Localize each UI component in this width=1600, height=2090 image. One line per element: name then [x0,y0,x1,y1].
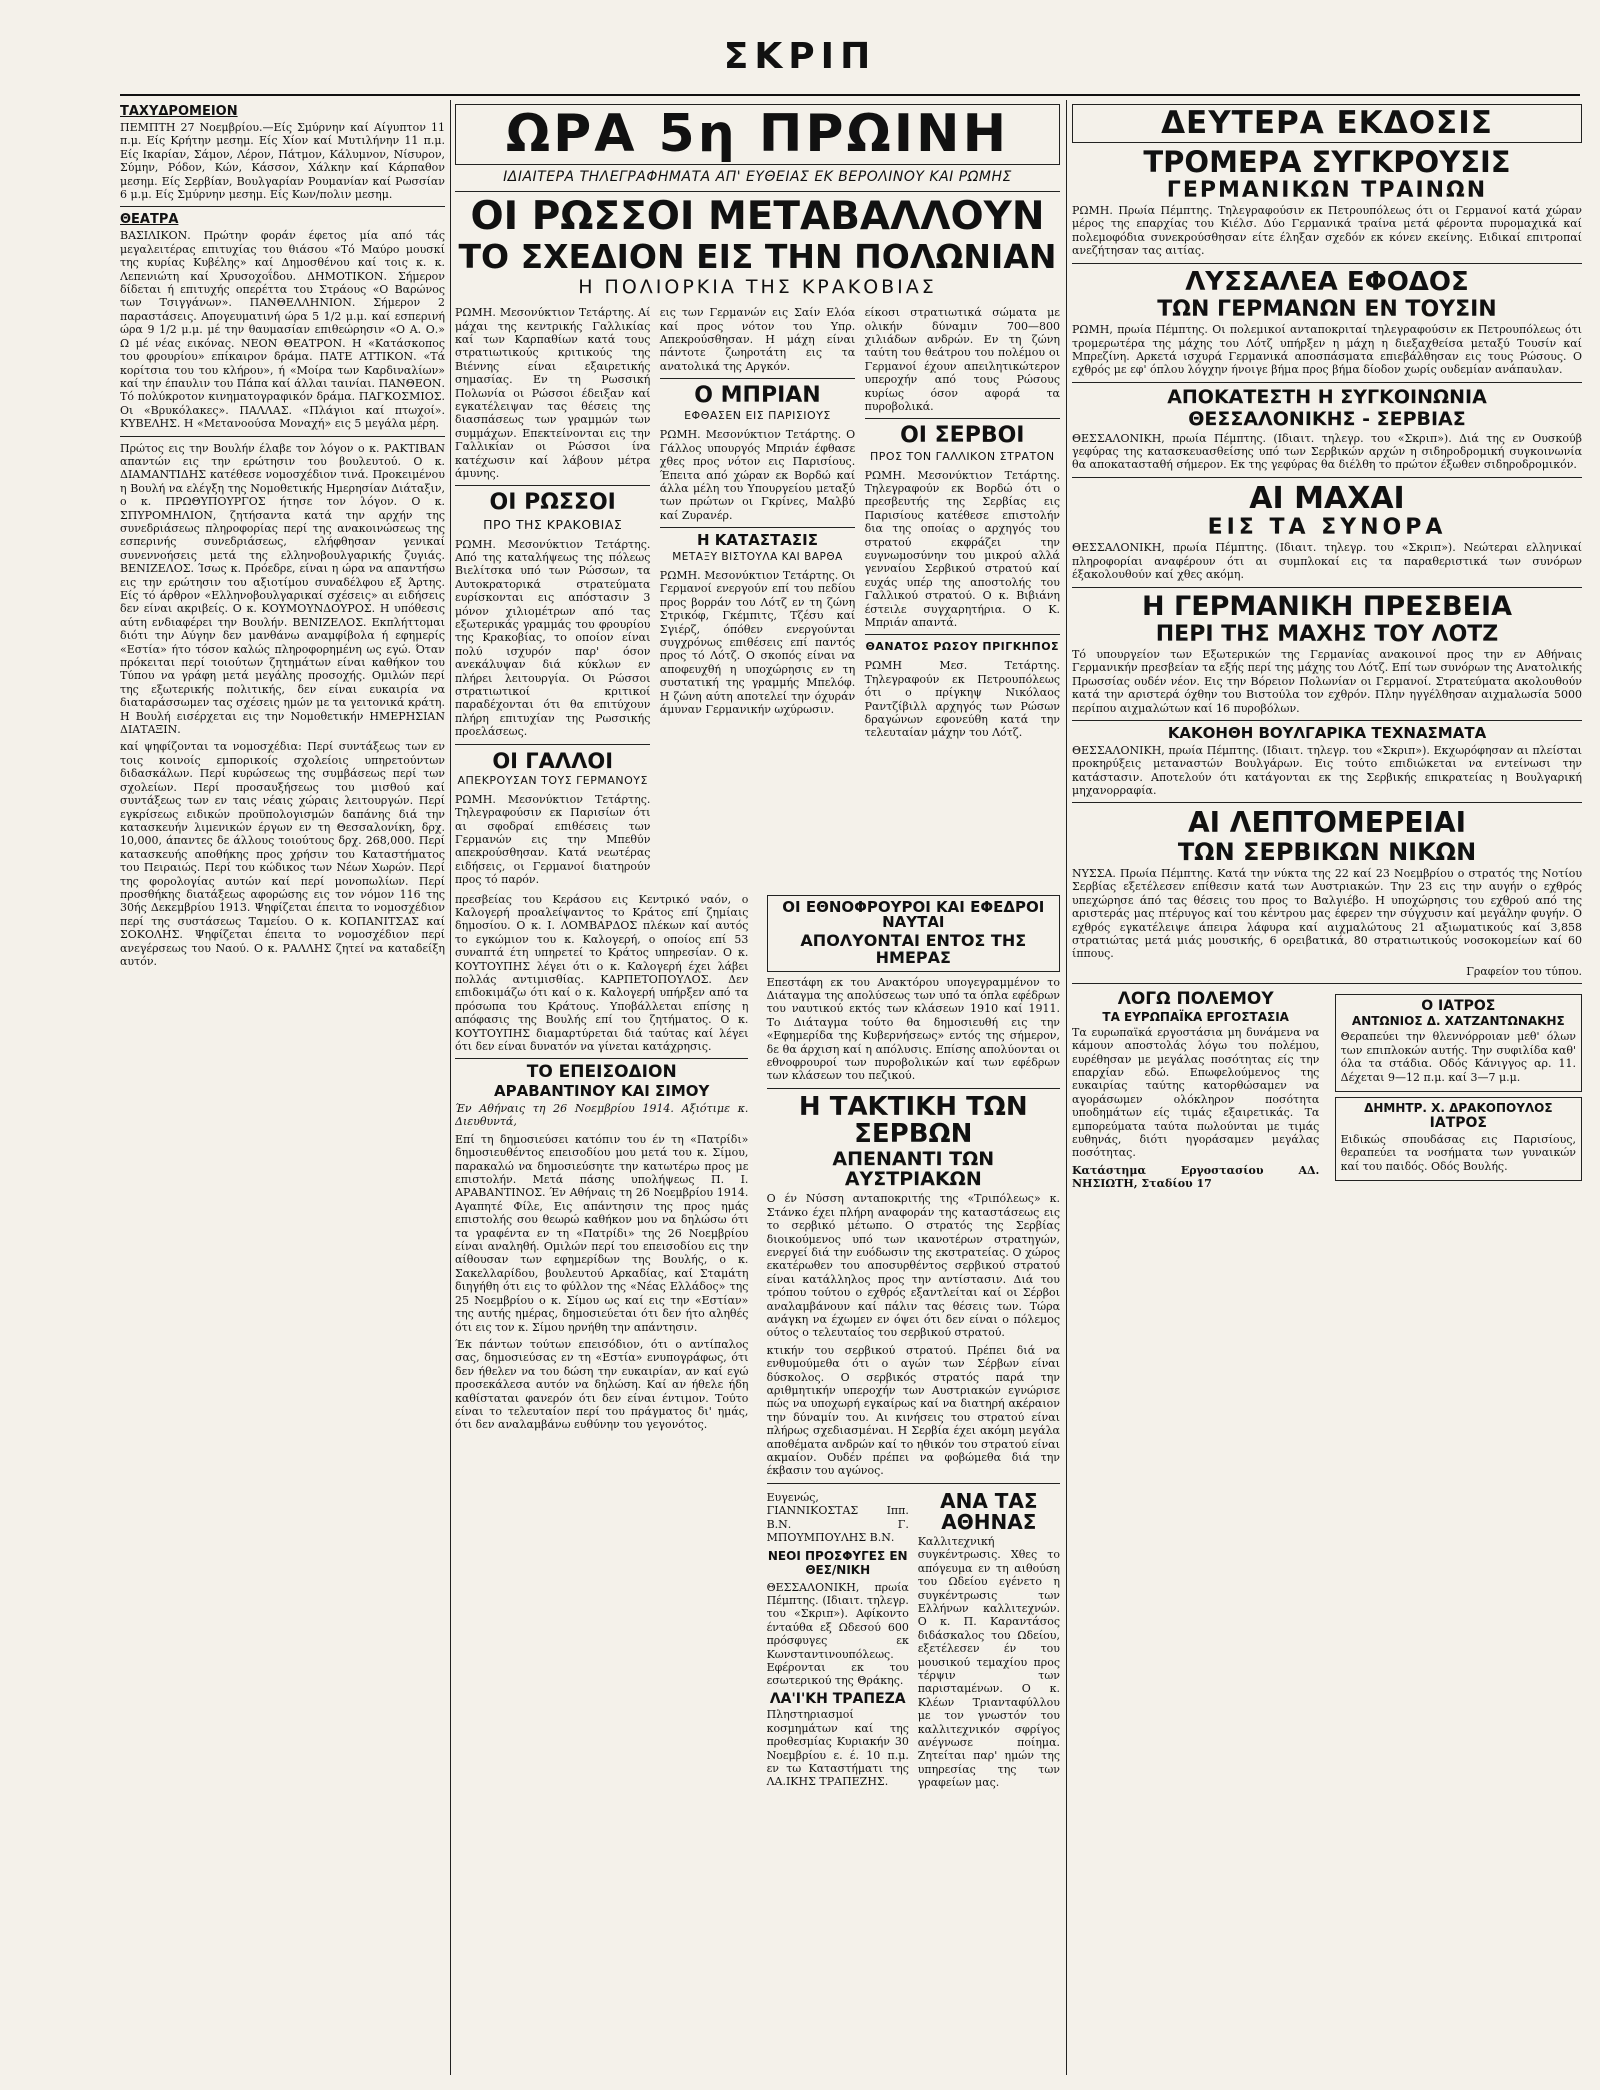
episode-letter-text: Επί τη δημοσιεύσει κατόπιν του έν τη «Πατρίδι» δημοσιευθέντος επεισοδίου μου μετά του κ. Σίμου, παρακαλώ να δημοσιεύσητε την κατωτέρω προς με επιστολήν. Μετά πάσης υπολήψεως Π. Ι. ΑΡΑΒΑΝΤΙΝΟΣ. Έν Αθήναις τη 26 Νοεμβρίου 1914. Αγαπητέ Φίλε, Εις απάντησιν της προς ημάς επιστολής σου θεωρώ καθήκον μου να δηλώσω ότι τα γραφέντα εν τη «Πατρίδι» της 26 Νοεμβρίου είναι αναληθή. Ομιλών περί του επεισοδίου εις την αίθουσαν των εφημερίδων της Βουλής, ο κ. Σακελλαρίδου, βουλευτού Αρκαδίας, καί Σταμάτη διηγήθη ότι εις το φύλλον της «Νέας Ελλάδος» της 25 Νοεμβρίου ο κ. Σίμου ως καί εις την «Εστίαν» της αυτής ημέρας, δημοσιεύεται ότι δεν ήτο αληθές ότι εις τον κ. Σίμου ηρνήθη την απάντησιν. [455,1132,749,1334]
headline-assault: ΛΥΣΣΑΛΕΑ ΕΦΟΔΟΣ [1185,266,1469,297]
headline-russians-change: ΟΙ ΡΩΣΣΟΙ ΜΕΤΑΒΑΛΛΟΥΝ [470,193,1045,239]
divider [767,1483,1060,1484]
divider [455,1058,748,1059]
clash-text: ΡΩΜΗ. Πρωία Πέμπτης. Τηλεγραφούσιν εκ Πετρουπόλεως ότι οι Γερμανοί κατά χώραν μέρος της επαρχίας του Κιέλσ. Δύο Γερμανικά τραίνα μετά φέροντα πυρομαχικά καί πολεμοφόδια συνεκρούσθησαν είτε έληξαν σχεδόν εκ κόνεν εκείνης. Ειδικαί επιτροπαί ανεζήτησαν τας αιτίας. [1072,204,1582,258]
headline-terrible-clash: ΤΡΟΜΕΡΑ ΣΥΓΚΡΟΥΣΙΣ [1143,144,1511,179]
column-right [1072,100,1582,1195]
daily-agenda-text: καί ψηφίζονται τα νομοσχέδια: Περί συντάξεως των εν τοις κοινοίς εμπορικοίς σχολείοις υπηρετούντων διδασκάλων. Περί κυρώσεως της συμβάσεως περί των σχολείων. Περί προσαυξήσεως του μισθού καί συντάξεως των εν ταις νέαις χώραις λειτουργών. Περί εγκρίσεως ειδικών προϋπολογισμών δαπάνης διά την κατασκευήν λιμενικών έργων εν τη Θεσσαλονίκη, δρχ. 10,000, άπαντες δε άλλους τοιούτους δρχ. 268,000. Περί κατασκευής αποθήκης προς χρήσιν του Καταστήματος του Πειραιώς. Περί του κώδικος των Νέων Χωρών. Περί της φορολογίας αυτών καί περί μονοπωλίων. Περί προσθήκης διατάξεως αφορώσης εις τον νόμον 116 της 30ής Δεκεμβρίου 1913. Ψηφίζεται έπειτα το νομοσχέδιον περί της συστάσεως Ταμείου. Ο κ. ΚΟΠΑΝΙΤΣΑΣ καί ΣΟΚΟΛΗΣ. Ψηφίζεται έπειτα το νομοσχέδιον περί ανεγέρσεως του Ναού. Ο κ. ΡΑΛΛΗΣ ζητεί να καταδείξη αυτόν. [120,740,445,968]
headline-assault-sub: ΤΩΝ ΓΕΡΜΑΝΩΝ ΕΝ ΤΟΥΣΙΝ [1157,297,1497,322]
story-row-2 [455,891,1060,1794]
headline-serbian-tactics: Η ΤΑΚΤΙΚΗ ΤΩΝ ΣΕΡΒΩΝ [798,1091,1028,1150]
bottom-ads-row [1072,989,1582,1194]
divider [455,191,1060,192]
top-rule [120,94,1580,96]
guards-text: Επεστάφη εκ του Ανακτόρου υπογεγραμμένον το Διάταγμα της απολύσεως των υπό τα όπλα εφέδρων του ναυτικού εκτός των κλάσεων 1910 καί 1911. Το Διάταγμα τούτο θα δημοσιευθή εις την «Εφημερίδα της Κυβερνήσεως» εντός της σήμερον, δε θα άρχιση καί η απόλυσις. Επίσης απολύονται οι εθνοφρουροί των πυροβολικών καί των εφέδρων των κλάσεων του πεζικού. [766,975,1060,1083]
masthead [0,36,1600,77]
headline-plan-poland: ΤΟ ΣΧΕΔΙΟΝ ΕΙΣ ΤΗΝ ΠΟΛΩΝΙΑΝ [458,236,1057,276]
story-row-2-left [455,891,748,1794]
headline-situation-sub: ΜΕΤΑΞΥ ΒΙΣΤΟΥΛΑ ΚΑΙ ΒΑΡΘΑ [672,550,843,563]
bottom-ads-right [1335,989,1582,1194]
headline-serbs-french: ΟΙ ΣΕΡΒΟΙ [900,423,1025,449]
headline-battles-sub: ΕΙΣ ΤΑ ΣΥΝΟΡΑ [1207,515,1447,541]
brian-text: ΡΩΜΗ. Μεσονύκτιον Τετάρτης. Ο Γάλλος υπουργός Μπριάν έφθασε χθες προς νότον εις Παρισίους. Έπειτα από χώραν εκ Βορδώ καί άλλα μέλη του Υπουργείου μεταξύ των πρώτων οι Γκρίνες, Μαλβύ καί Ζυρανέρ. [659,428,856,522]
headline-refugees: ΝΕΟΙ ΠΡΟΣΦΥΓΕΣ ΕΝ ΘΕΣ/ΝΙΚΗ [767,1548,908,1577]
headline-german-embassy-sub: ΠΕΡΙ ΤΗΣ ΜΑΧΗΣ ΤΟΥ ΛΟΤΖ [1155,621,1499,647]
story-row-2-right [767,891,1060,1794]
bottom-mini-row [767,1489,1060,1794]
doctor-ad-1 [1335,994,1582,1092]
divider [865,634,1060,635]
column-left [120,100,445,972]
doctor-2-name: ΔΗΜΗΤΡ. Χ. ΔΡΑΚΟΠΟΥΛΟΣ [1364,1100,1553,1115]
section-post-office: ΤΑΧΥΔΡΟΜΕΙΟΝ [120,104,238,119]
tactics-text-1: Ο έν Νύσση ανταποκριτής της «Τριπόλεως» κ. Στάνκο έχει πλήρη αναφοράν της καταστάσεως εις το σερβικό μέτωπο. Ο στρατός της Σερβίας διοικούμενος υπό των ικανοτέρων στρατηγών, ενεργεί διά την ευόδωσιν της εκστρατείας. Ο χώρος εκατέρωθεν του αποσυρθέντος σερβικού στρατού είναι κατάλληλος προς την αντίστασιν. Διά του τρόπου τούτου ο εχθρός εξαντλείται καί οι Σέρβοι αναλαμβάνουν καί πάλιν τας θέσεις των. Τώρα ανάγκη να έχωμεν εν όψει ότι δεν είναι ο πόλεμος ούτος ο τελευταίος του σερβικού στρατού. [766,1192,1060,1340]
story-col-b [660,304,855,890]
tricks-text: ΘΕΣΣΑΛΟΝΙΚΗ, πρωία Πέμπτης. (Ιδιαιτ. τηλεγρ. του «Σκριπ»). Εκχωρόφησαν αι πλείσται προκηρύξεις μεταναστών Βουλγάρων. Εις τούτο επιδιώκεται να εντείνωσι την κατάστασιν. Αποτελούν ότι κατάγονται εκ της Σερβικής επικρατείας η Βουλγαρική μηχανορραφία. [1072,743,1582,798]
divider [660,378,855,379]
headline-guards: ΟΙ ΕΘΝΟΦΡΟΥΡΟΙ ΚΑΙ ΕΦΕΔΡΟΙ ΝΑΥΤΑΙ [782,897,1045,932]
story-col-c [865,304,1060,890]
doctor-1-role: Ο ΙΑΤΡΟΣ [1421,998,1496,1015]
divider [120,206,445,207]
embassy-text: Τό υπουργείον των Εξωτερικών της Γερμανίας ανακοινοί προς την εν Αθήναις Γερμανικήν πρεσβείαν τα εξής περί της μάχης του Λότζ. Επί των συνόρων της Ανατολικής Πρωσσίας ουδέν νέον. Εις την Βόρειον Πολωνίαν οι Γερμανοί. Στρατεύματα ακολουθούν κατά την αριστερά όχθην του Βιστούλα τον εχθρόν. Πλην ηγγέλθησαν αιχμαλωσία 5000 περίπου αιχμαλώτων καί 16 πυροβόλων. [1072,648,1582,715]
headline-french: ΟΙ ΓΑΛΛΟΙ [492,748,614,773]
divider [660,527,855,528]
masthead-title: ΣΚΡΙΠ [723,36,877,77]
bottom-mini-right [918,1489,1060,1794]
refugees-text: ΘΕΣΣΑΛΟΝΙΚΗ, πρωία Πέμπτης. (Ιδιαιτ. τηλεγρ. του «Σκριπ»). Αφίκοντο ένταύθα εξ Ωδεσού 600 πρόσφυγες εκ Κωνσταντινουπόλεως. Εφέρονται εκ του εσωτερικού της Θράκης. [766,1580,909,1688]
headline-serbs-french-sub: ΠΡΟΣ ΤΟΝ ΓΑΛΛΙΚΟΝ ΣΤΡΑΤΟΝ [870,449,1055,463]
victories-press-office: Γραφείον του τύπου. [1466,964,1582,978]
divider [1072,477,1582,478]
second-edition-box [1072,104,1582,143]
headline-brian: Ο ΜΠΡΙΑΝ [694,383,821,409]
divider [1072,983,1582,984]
french-text: ΡΩΜΗ. Μεσονύκτιον Τετάρτης. Τηλεγραφούσιν εκ Παρισίων ότι αι σφοδραί επιθέσεις των Γερμανών εις την Μπεθύν απεκρούσθησαν. Κατά νεωτέρας ειδήσεις, οι Γερμανοί διατηρούν προς τό παρόν. [455,792,651,887]
around-athens-text: Καλλιτεχνική συγκέντρωσις. Χθες το απόγευμα εν τη αιθούση του Ωδείου εγένετο η συγκέντρωσις των Ελλήνων καλλιτεχνών. Ο κ. Π. Καραντάσος διδάσκαλος του Ωδείου, εξετέλεσεν έν του μουσικού τεμαχίου προς τέρψιν των παρισταμένων. Ο κ. Κλέων Τριανταφύλλου με τον γνωστόν του καλλιτεχνικόν σφρίγος ανέγνωσε ποίημα. Ζητείται παρ' ημών της υπηρεσίας της των γραφείων μας. [917,1534,1060,1790]
bottom-ads-left [1072,989,1319,1194]
banner-title: ΩΡΑ 5η ΠΡΩΙΝΗ [505,104,1010,164]
headline-peoples-bank: ΛΑ'Ι'ΚΗ ΤΡΑΠΕΖΑ [769,1690,906,1707]
headline-russians-sub: ΠΡΟ ΤΗΣ ΚΡΑΚΟΒΙΑΣ [483,516,623,532]
story-row-1 [455,304,1060,890]
russians-text: ΡΩΜΗ. Μεσονύκτιον Τετάρτης. Από της καταλήψεως της πόλεως Βιελίτσκα υπό των Ρώσσων, τα Αυτοκρατορικά στρατεύματα ευρίσκονται εις απόστασιν 3 μόνον χιλιομέτρων από τας εξωτερικάς γραμμάς του φρουρίου της Κρακοβίας, το οποίον είναι πολύ ισχυρόν παρ' όσον ανεκάλυψαν διά κύκλων εν πλήρει λειτουργία. Οι Ρώσσοι στρατιωτικοί κριτικοί παραδέχονται ότι θα επιτύχουν πλήρη επιτυχίαν της Ρωσσικής προελάσεως. [455,537,651,739]
headline-battles: ΑΙ ΜΑΧΑΙ [1249,480,1405,516]
headline-serbian-victories-sub: ΤΩΝ ΣΕΡΒΙΚΩΝ ΝΙΚΩΝ [1177,837,1477,866]
victories-text: ΝΥΣΣΑ. Πρωία Πέμπτης. Κατά την νύκτα της 22 καί 23 Νοεμβρίου ο στρατός της Νοτίου Σερβίας εξετέλεσεν επίθεσιν κατά των Αυστριακών. Την 23 εις την αυγήν ο εχθρός υπεχώρησε άπό τας θέσεις του προς το Βαλγιέβο. Η υποχώρησις του εχθρού από της αριστεράς μας πτέρυγος καί του κέντρου μας έφερεν την σύγχυσιν καί μεγάλην φυγήν. Ο εχθρός εγκατέλειψε άπειρα λάφυρα καί αιχμαλώτους 21 αξιωματικούς καί 3,858 στρατιώτας μετά μιάς μουσικής, 6 ορειβατικά, 80 στρατιωτικούς νοσοκομείων καί 60 ίππους. [1072,867,1582,961]
doctor-ad-2 [1335,1097,1582,1181]
tactics-text-2: κτικήν του σερβικού στρατού. Πρέπει διά να ενθυμούμεθα ότι ο αγών των Σέρβων είναι δύσκολος. Ο σερβικός στρατός παρά την αριθμητικήν υπεροχήν των Αυστριακών εγνώρισε πώς να υποχωρή εγκαίρως καί να διατηρή ακέραιον την δύναμίν του. Αι κινήσεις του στρατού είναι πλήρως σχεδιασμέναι. Η Σερβία έχει ακόμη μεγάλα αποθέματα ανδρών καί το ηθικόν του στρατού είναι ακμαίον. Ουδέν πρέπει να φοβώμεθα διά την έκβασιν του αγώνος. [766,1343,1060,1478]
headline-guards-sub: ΑΠΟΛΥΟΝΤΑΙ ΕΝΤΟΣ ΤΗΣ ΗΜΕΡΑΣ [800,931,1027,967]
post-office-text: ΠΕΜΠΤΗ 27 Νοεμβρίου.—Είς Σμύρνην καί Αίγυπτον 11 π.μ. Είς Κρήτην μεσημ. Είς Χίον καί Μυτιλήνην 11 π.μ. Είς Ικαρίαν, Σάμον, Λέρον, Πάτμον, Κάλυμνον, Νίσυρον, Σύμην, Ρόδον, Κών, Κάσσον, Χάλκην καί Κάρπαθον μεσημ. Είς Σερβίαν, Βουλγαρίαν Ρουμανίαν καί Ρωσσίαν 6 μ.μ. Είς Σμύρνην μεσημ. Είς Κων/πολιν μεσημ. [120,121,445,202]
column-divider-2 [1066,100,1067,2075]
headline-siege-krakow: Η ΠΟΛΙΟΡΚΙΑ ΤΗΣ ΚΡΑΚΟΒΙΑΣ [578,276,937,299]
signature-text: Ευγενώς, ΓΙΑΝΝΙΚΟΣΤΑΣ Ιππ. Β.Ν. Γ. ΜΠΟΥΜΠΟΥΛΗΣ Β.Ν. [766,1490,909,1545]
doctor-1-text: Θεραπεύει την θλεννόρροιαν μεθ' όλων των επιπλοκών αυτής. Την συφιλίδα καθ' όλα τα στάδια. Οδός Κάνιγγος αρ. 11. Δέχεται 9—12 π.μ. καί 3—7 μ.μ. [1340,1030,1576,1084]
headline-bulgarian-tricks: ΚΑΚΟΗΘΗ ΒΟΥΛΓΑΡΙΚΑ ΤΕΧΝΑΣΜΑΤΑ [1167,724,1487,743]
headline-serbian-victories: ΑΙ ΛΕΠΤΟΜΕΡΕΙΑΙ [1187,806,1467,840]
banner-box [455,104,1060,165]
story-main-text: ΡΩΜΗ. Μεσονύκτιον Τετάρτης. Αί μάχαι της κεντρικής Γαλλικίας καί των Καρπαθίων κατά τους στρατιωτικούς κριτικούς της Βιέννης είναι εξαιρετικής σημασίας. Εν τη Ρωσσική Πολωνία οι Ρώσσοι έδειξαν καί εγκατέλειψαν τας θέσεις της διασπάσεως των γραμμών των συμμάχων. Επεκτείνονται εις την Γαλλικίαν οι Ρώσσοι ίνα κατέχωσιν καί λάβουν μέτρα άμυνης. [455,306,651,481]
bottom-mini-left [767,1489,909,1794]
headline-due-to-war: ΛΟΓΩ ΠΟΛΕΜΟΥ [1117,989,1274,1010]
episode-dateline: Έν Αθήναις τη 26 Νοεμβρίου 1914. Αξιότιμε κ. Διευθυντά, [455,1102,749,1129]
column-divider-1 [450,100,451,2075]
column-middle [455,100,1060,1794]
divider [865,418,1060,419]
theatres-text: ΒΑΣΙΛΙΚΟΝ. Πρώτην φοράν έφετος μία από τάς μεγαλειτέρας επιτυχίας του θιάσου «Τό Μαύρο μουσκί της κυρίας Κυβέλης» καί Δημοσθένου καί τοις κ. κ. Λεπενιώτη καί Χρυσοχοΐδου. ΔΗΜΟΤΙΚΟΝ. Σήμερον δίδεται ή επιτυχής οπερέττα του Στράους «Ο Βαρώνος των Τσιγγάνων». ΠΑΝΘΕΛΛΗΝΙΟΝ. Σήμερον 2 παραστάσεις. Απογευματινή ώρα 5 1/2 μ.μ. καί εσπερινή ώρα 9 1/2 μ.μ. μέ την θαυμασίαν επιθεώρησιν «Ο Α. Ο.» Ω μέ νέας εικόνας. ΝΕΟΝ ΘΕΑΤΡΟΝ. Η «Κατάσκοπος του φρουρίου» επίκαιρον δράμα. ΠΑΤΕ ΑΤΤΙΚΟΝ. «Τά κορίτσια του του κλήρου», ή «Μοίρα των Καρδιναλίων» καί την έπαυλιν του Πάπα καί άλλαι ταινίαι. ΠΑΝΘΕΟΝ. Τό πολύκροτον κινηματογραφικόν δράμα. ΠΑΓΚΟΣΜΙΟΣ. Οι «Βρυκόλακες». ΠΑΛΛΑΣ. «Πλάγιοι καί πτωχοί». ΚΥΒΕΛΗΣ. Η «Μετανοούσα Μοναχή» εις 5 μεγάλα μέρη. [120,229,445,431]
due-to-war-text: Τα ευρωπαϊκά εργοστάσια μη δυνάμενα να κάμουν αποστολάς λόγω του πολέμου, ευρέθησαν με μεγάλας ποσότητας είς την επαρχίαν εδώ. Επωφελούμενος της ευκαιρίας ταύτης κατορθώσαμεν να αγοράσωμεν ολόκληρον ποσότητα υποδημάτων είς τιμάς εξαιρετικάς. Τα εμπορεύματα ταύτα πωλούνται με τιμάς ευθηνάς, διότι ηγοράσαμεν μεγάλας ποσότητας. [1072,1025,1320,1160]
story-continued-text: εις των Γερμανών εις Σαίν Ελόα καί προς νότον του Υπρ. Απεκρούσθησαν. Η μάχη είναι πάντοτε ζωηροτάτη εις τα ανατολικά της Αργκόν. [659,306,856,373]
headline-around-athens: ΑΝΑ ΤΑΣ ΑΘΗΝΑΣ [940,1488,1038,1534]
story-third-text: είκοσι στρατιωτικά σώματα με ολικήν δύναμιν 700—800 χιλιάδων ανδρών. Εν τη ζώνη ταύτη του θεάτρου του πολέμου οι Γερμανοί έχουν απειλητικώτερον υπεροχήν από τους Ρώσους κυρίως όσον αφορά τα πυροβολικά. [864,306,1060,414]
divider [455,744,650,745]
headline-situation: Η ΚΑΤΑΣΤΑΣΙΣ [696,531,818,550]
factory-shop-address: Κατάστημα Εργοστασίου ΑΔ. ΝΗΣΙΩΤΗ, Σταδίου 17 [1072,1163,1320,1191]
guards-box [767,895,1060,972]
headline-russians: ΟΙ ΡΩΣΣΟΙ [489,490,616,516]
second-edition-title: ΔΕΥΤΕΡΑ ΕΚΔΟΣΙΣ [1161,105,1493,141]
episode-letter-text-2: Έκ πάντων τούτων επεισόδιον, ότι ο αντίπαλος σας, δημοσιεύσας εν τη «Εστία» ενυπογράφως, ότι δεν ήθελεν να του δώση την ευκαιρίαν, αν καί εγώ προσεκάλεσα αυτόν να δηλώση. Καί αν ήθελε ήδη καθίσταται φανερόν ότι δεν είναι έντιμον. Τούτο είναι το τελευταίον περί του πράγματος δι' ημάς, ότι δεν αναλαμβάνω ευθύνην του γεγονότος. [455,1337,749,1432]
headline-communication-restored: ΑΠΟΚΑΤΕΣΤΗ Η ΣΥΓΚΟΙΝΩΝΙΑ [1167,385,1487,408]
headline-german-embassy: Η ΓΕΡΜΑΝΙΚΗ ΠΡΕΣΒΕΙΑ [1142,590,1512,622]
divider [455,485,650,486]
battles-text: ΘΕΣΣΑΛΟΝΙΚΗ, πρωία Πέμπτης. (Ιδιαιτ. τηλεγρ. του «Σκριπ»). Νεώτεραι ελληνικαί πληροφορίαι αναφέρουν ότι αι συμπλοκαί εις τα παραθεριστικά των συνόρων έξακολουθούν καί χθες ακόμη. [1072,541,1582,582]
assault-text: ΡΩΜΗ, πρωία Πέμπτης. Οι πολεμικοί ανταποκριταί τηλεγραφούσιν εκ Πετρουπόλεως ότι τρομερωτέρα της μάχης του Λότζ υπήρξεν η μάχη η διεξαχθείσα μεταξύ Τουσίν καί Μπρεζίνη. Αρκετά ισχυρά Γερμανικά αποσπάσματα επιεβάλθησαν εις τους Ρώσους. Ο εχθρός με εφ' όπλου λόγχην ήνοιγε βήμα προς βήμα δίοδον χωρίς ουδεμίαν ανάπαυλαν. [1072,323,1582,377]
prince-death-text: ΡΩΜΗ Μεσ. Τετάρτης. Τηλεγραφούν εκ Πετρουπόλεως ότι ο πρίγκηψ Νικόλαος Ραντζίβιλλ αρχηγός των Ρώσων δραγώνων εφονεύθη κατά την τελευταίαν μάχην του Λότζ. [864,659,1060,740]
headline-communication-restored-sub: ΘΕΣΣΑΛΟΝΙΚΗΣ - ΣΕΡΒΙΑΣ [1188,407,1466,430]
banner-subtitle: ΙΔΙΑΙΤΕΡΑ ΤΗΛΕΓΡΑΦΗΜΑΤΑ ΑΠ' ΕΥΘΕΙΑΣ ΕΚ ΒΕΡΟΛΙΝΟΥ ΚΑΙ ΡΩΜΗΣ [503,168,1012,185]
story-col-a [455,304,650,890]
doctor-1-name: ΑΝΤΩΝΙΟΣ Δ. ΧΑΤΖΑΝΤΩΝΑΚΗΣ [1351,1014,1565,1029]
doctor-2-role: ΙΑΤΡΟΣ [1429,1114,1487,1131]
headline-serbian-tactics-sub: ΑΠΕΝΑΝΤΙ ΤΩΝ ΑΥΣΤΡΙΑΚΩΝ [832,1148,995,1191]
parliament-cont-text: πρεσβείας του Κεράσου εις Κεντρικό ναόν, ο Καλογερή προαλείψαντος το Κράτος επί ζημίαις δημοσίου. Ο κ. Ι. ΛΟΜΒΑΡΔΟΣ πλέκων καί αυτός το εγκώμιον του κ. Καλογερή, ο οποίος επί 53 συναπτά έτη υπηρετεί το Κράτος υπηρεσίαν. Ο κ. ΚΟΥΤΟΥΠΗΣ λέγει ότι ο κ. Καλογερή έχει λάβει πολλάς αντιμισθίας. ΚΑΡΠΕΤΟΠΟΥΛΟΣ. Δεν επιδοκιμάζω ότι καί ο κ. Καλογερή υπήρξεν από τα πρόσωπα του Κράτους. Υποβάλλεται επίσης η απόφασις της Βουλής επί του ζητήματος. Ο κ. ΚΟΥΤΟΥΠΗΣ διαμαρτύρεται διά ταύτας καί λέγει ότι δεν είναι δυνατόν να γίνεται κατάχρησις. [455,892,749,1053]
peoples-bank-text: Πληστηριασμοί κοσμημάτων καί της προθεσμίας Κυριακήν 30 Νοεμβρίου ε. έ. 10 π.μ. εν τω Καταστήματι της ΛΑ.ΙΚΗΣ ΤΡΑΠΕΖΗΣ. [766,1708,909,1789]
headline-prince-death: ΘΑΝΑΤΟΣ ΡΩΣΟΥ ΠΡΙΓΚΗΠΟΣ [865,640,1060,654]
situation-text: ΡΩΜΗ. Μεσονύκτιον Τετάρτης. Οι Γερμανοί ενεργούν επί του πεδίου προς βορράν του Λότζ εν τη ζώνη Στρικόφ, Γκέμπιτς, Τζέσυ καί Σγιέρζ, όπόθεν ενεργούνται συγχρόνως επιθέσεις επί παντός προς τό Λότζ. Ο σκοπός είναι να αποφευχθή η υποχώρησις εν τη συστατική της γραμμής Μπελόφ. Η ζώνη αύτη αποτελεί την όχυράν άμυναν Γερμανικήν ωχύρωσιν. [659,568,856,716]
divider [120,436,445,437]
headline-episode-sub: ΑΡΑΒΑΝΤΙΝΟΥ ΚΑΙ ΣΙΜΟΥ [494,1082,710,1101]
headline-terrible-clash-sub: ΓΕΡΜΑΝΙΚΩΝ ΤΡΑΙΝΩΝ [1166,177,1488,203]
section-theatres: ΘΕΑΤΡΑ [120,212,179,228]
headline-episode: ΤΟ ΕΠΕΙΣΟΔΙΟΝ [526,1062,677,1083]
divider [1072,720,1582,721]
divider [1072,587,1582,588]
headline-due-to-war-sub: ΤΑ ΕΥΡΩΠΑΪΚΑ ΕΡΓΟΣΤΑΣΙΑ [1102,1010,1289,1025]
divider [1072,802,1582,803]
divider [1072,382,1582,383]
divider [1072,263,1582,264]
serbs-french-text: ΡΩΜΗ. Μεσονύκτιον Τετάρτης. Τηλεγραφούν εκ Βορδώ ότι ο πρεσβευτής της Σερβίας εις Παρισίους κατέθεσε επιστολήν δια της οποίας ο αρχηγός του στρατού εκφράζει την ευγνωμοσύνην του μικρού αλλά γενναίου Σερβικού στρατού καί ευχάς υπέρ της αποστολής του Γαλλικού στρατού. Ο κ. Βιβιάνη έστειλε συγχαρητήρια. Ο Κ. Μπριάν απαντά. [864,468,1060,629]
restored-text: ΘΕΣΣΑΛΟΝΙΚΗ, πρωία Πέμπτης. (Ιδιαιτ. τηλεγρ. του «Σκριπ»). Διά της εν Ουσκούβ γεφύρας της κατασκευασθείσης υπό των Σερβικών αρχών η σιδηροδρομική συγκοινωνία θα αποκατασταθή σήμερον. Εκ της γεφύρας θα διέλθη το πρώτον έξωθεν σιδηροδρομικόν. [1072,431,1582,472]
headline-brian-sub: ΕΦΘΑΣΕΝ ΕΙΣ ΠΑΡΙΣΙΟΥΣ [684,409,831,423]
headline-french-sub: ΑΠΕΚΡΟΥΣΑΝ ΤΟΥΣ ΓΕΡΜΑΝΟΥΣ [457,773,648,787]
parliament-text: Πρώτος εις την Βουλήν έλαβε τον λόγον ο κ. ΡΑΚΤΙΒΑΝ απαντών εις την ερώτησιν του βουλευτού. Ο κ. ΔΙΑΜΑΝΤΙΔΗΣ κατέθεσε νομοσχέδιον τινά. Προκειμένου η Βουλή να ελέγξη της Νομοθετικής Ημερησίαν Διάταξιν, ο κ. ΠΡΩΘΥΠΟΥΡΓΟΣ ήτησε τον λόγον. Ο κ. ΣΠΥΡΟΜΗΛΙΟΝ, ζητήσαντα κατά την αρχήν της συνεδριάσεως πληροφορίας περί της ανακοινώσεως της εσπερινής συνεδριάσεως, ελήφθησαν γενικαί συνεννοήσεις μετά της ελληνοβουλγαρικής ζυγιάς. ΒΕΝΙΖΕΛΟΣ. Ίσως κ. Πρόεδρε, είναι η ώρα να απαντήσω εις την ερώτησιν του αξιοτίμου συναδέλφου εξ Άρτης. Είς τό άρθρον «Ελληνοβουλγαρικαί σχέσεις» αι ειδήσεις δεν είναι ακριβείς. Ο κ. ΚΟΥΜΟΥΝΔΟΥΡΟΣ. Η υπόθεσις αύτη ενδιαφέρει την Βουλήν. ΒΕΝΙΖΕΛΟΣ. Εκπλήττομαι διότι την Αύγην δεν μανθάνω αναμφίβολα ή εφημερίς «Εστία» ήτο τόσον καλώς πληροφορημένη ως εγώ. Όταν πρόκειται περί τοιούτων ζητημάτων είναι καθήκον του Τύπου να γράφη μετά μεγάλης προσοχής. Ομιλών περί της εξωτερικής πολιτικής, δεν είναι ευκαιρία να διαταράσσωμεν τας σχέσεις ημών με τα γειτονικά κράτη. Η Βουλή εισέρχεται εις την Νομοθετικήν ΗΜΕΡΗΣΙΑΝ ΔΙΑΤΑΞΙΝ. [120,441,445,737]
doctor-2-text: Ειδικώς σπουδάσας εις Παρισίους, θεραπεύει τα νοσήματα των γυναικών καί του παιδός. Οδός Βουλής. [1340,1132,1576,1173]
divider [767,1088,1060,1089]
